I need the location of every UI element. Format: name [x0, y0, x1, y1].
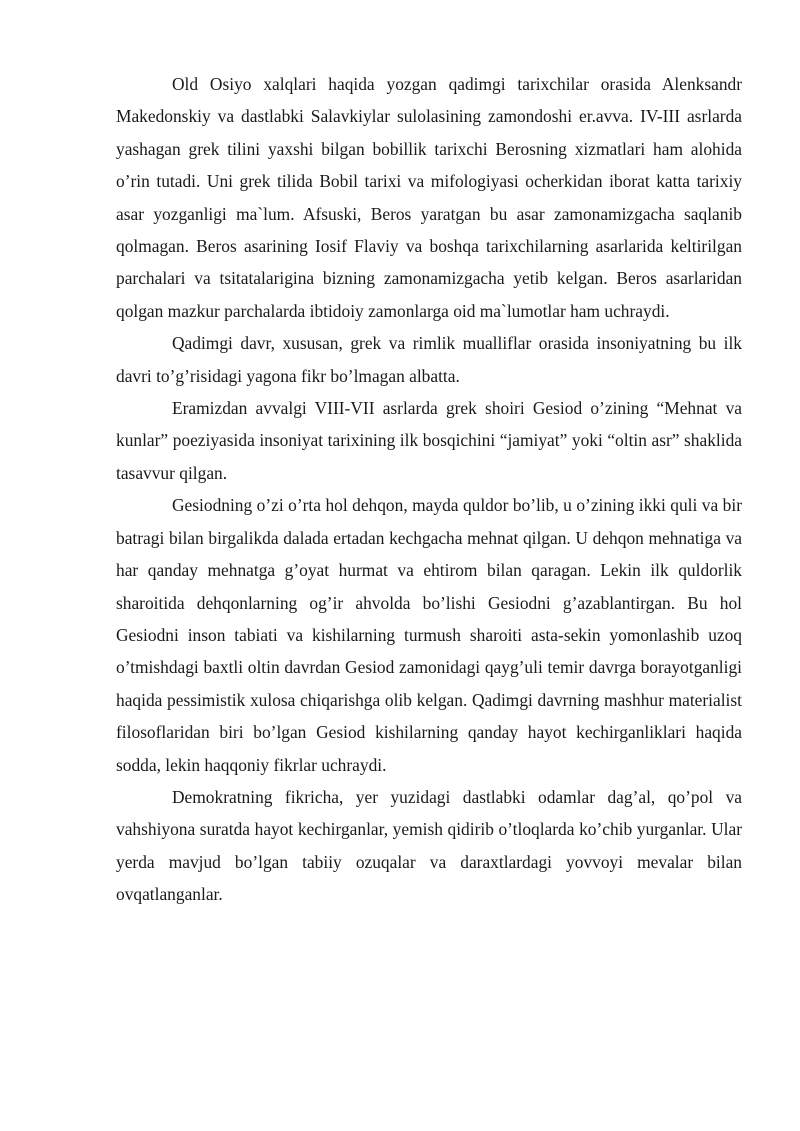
document-body — [116, 68, 742, 911]
paragraph: Demokratning fikricha, yer yuzidagi dastlabki odamlar dag’al, qo’pol va vahshiyona suratda hayot kechirganlar, yemish qidirib o’tloqlarda ko’chib yurganlar. Ular yerda mavjud bo’lgan tabiiy ozuqalar va daraxtlardagi yovvoyi mevalar bilan ovqatlanganlar. — [116, 786, 742, 905]
paragraph: Gesiodning o’zi o’rta hol dehqon, mayda quldor bo’lib, u o’zining ikki quli va bir batragi bilan birgalikda dalada ertadan kechgacha mehnat qilgan. U dehqon mehnatiga va har qanday mehnatga g’oyat hurmat va ehtirom bilan qaragan. Lekin ilk quldorlik sharoitida dehqonlarning og’ir ahvolda bo’lishi Gesiodni g’azablantirgan. Bu hol Gesiodni inson tabiati va kishilarning turmush sharoiti asta-sekin yomonlashib uzoq o’tmishdagi baxtli oltin davrdan Gesiod zamonidagi qayg’uli temir davrga borayotganligi haqida pessimistik xulosa chiqarishga olib kelgan. Qadimgi davrning mashhur materialist filosoflaridan biri bo’lgan Gesiod kishilarning qanday hayot kechirganliklari haqida sodda, lekin haqqoniy fikrlar uchraydi. — [116, 495, 742, 775]
paragraph: Old Osiyo xalqlari haqida yozgan qadimgi tarixchilar orasida Alenksandr Makedonskiy va dastlabki Salavkiylar sulolasining zamondoshi er.avva. IV-III asrlarda yashagan grek tilini yaxshi bilgan bobillik tarixchi Berosning xizmatlari ham alohida o’rin tutadi. Uni grek tilida Bobil tarixi va mifologiyasi ocherkidan iborat katta tarixiy asar yozganligi ma`lum. Afsuski, Beros yaratgan bu asar zamonamizgacha saqlanib qolmagan. Beros asarining Iosif Flaviy va boshqa tarixchilarning asarlarida keltirilgan parchalari va tsitatalarigina bizning zamonamizgacha yetib kelgan. Beros asarlaridan qolgan mazkur parchalarda ibtidoiy zamonlarga oid ma`lumotlar ham uchraydi. — [116, 74, 742, 321]
paragraph: Qadimgi davr, xususan, grek va rimlik mualliflar orasida insoniyatning bu ilk davri to’g’risidagi yagona fikr bo’lmagan albatta. — [116, 333, 742, 386]
paragraph: Eramizdan avvalgi VIII-VII asrlarda grek shoiri Gesiod o’zining “Mehnat va kunlar” poeziyasida insoniyat tarixining ilk bosqichini “jamiyat” yoki “oltin asr” shaklida tasavvur qilgan. — [116, 398, 742, 483]
